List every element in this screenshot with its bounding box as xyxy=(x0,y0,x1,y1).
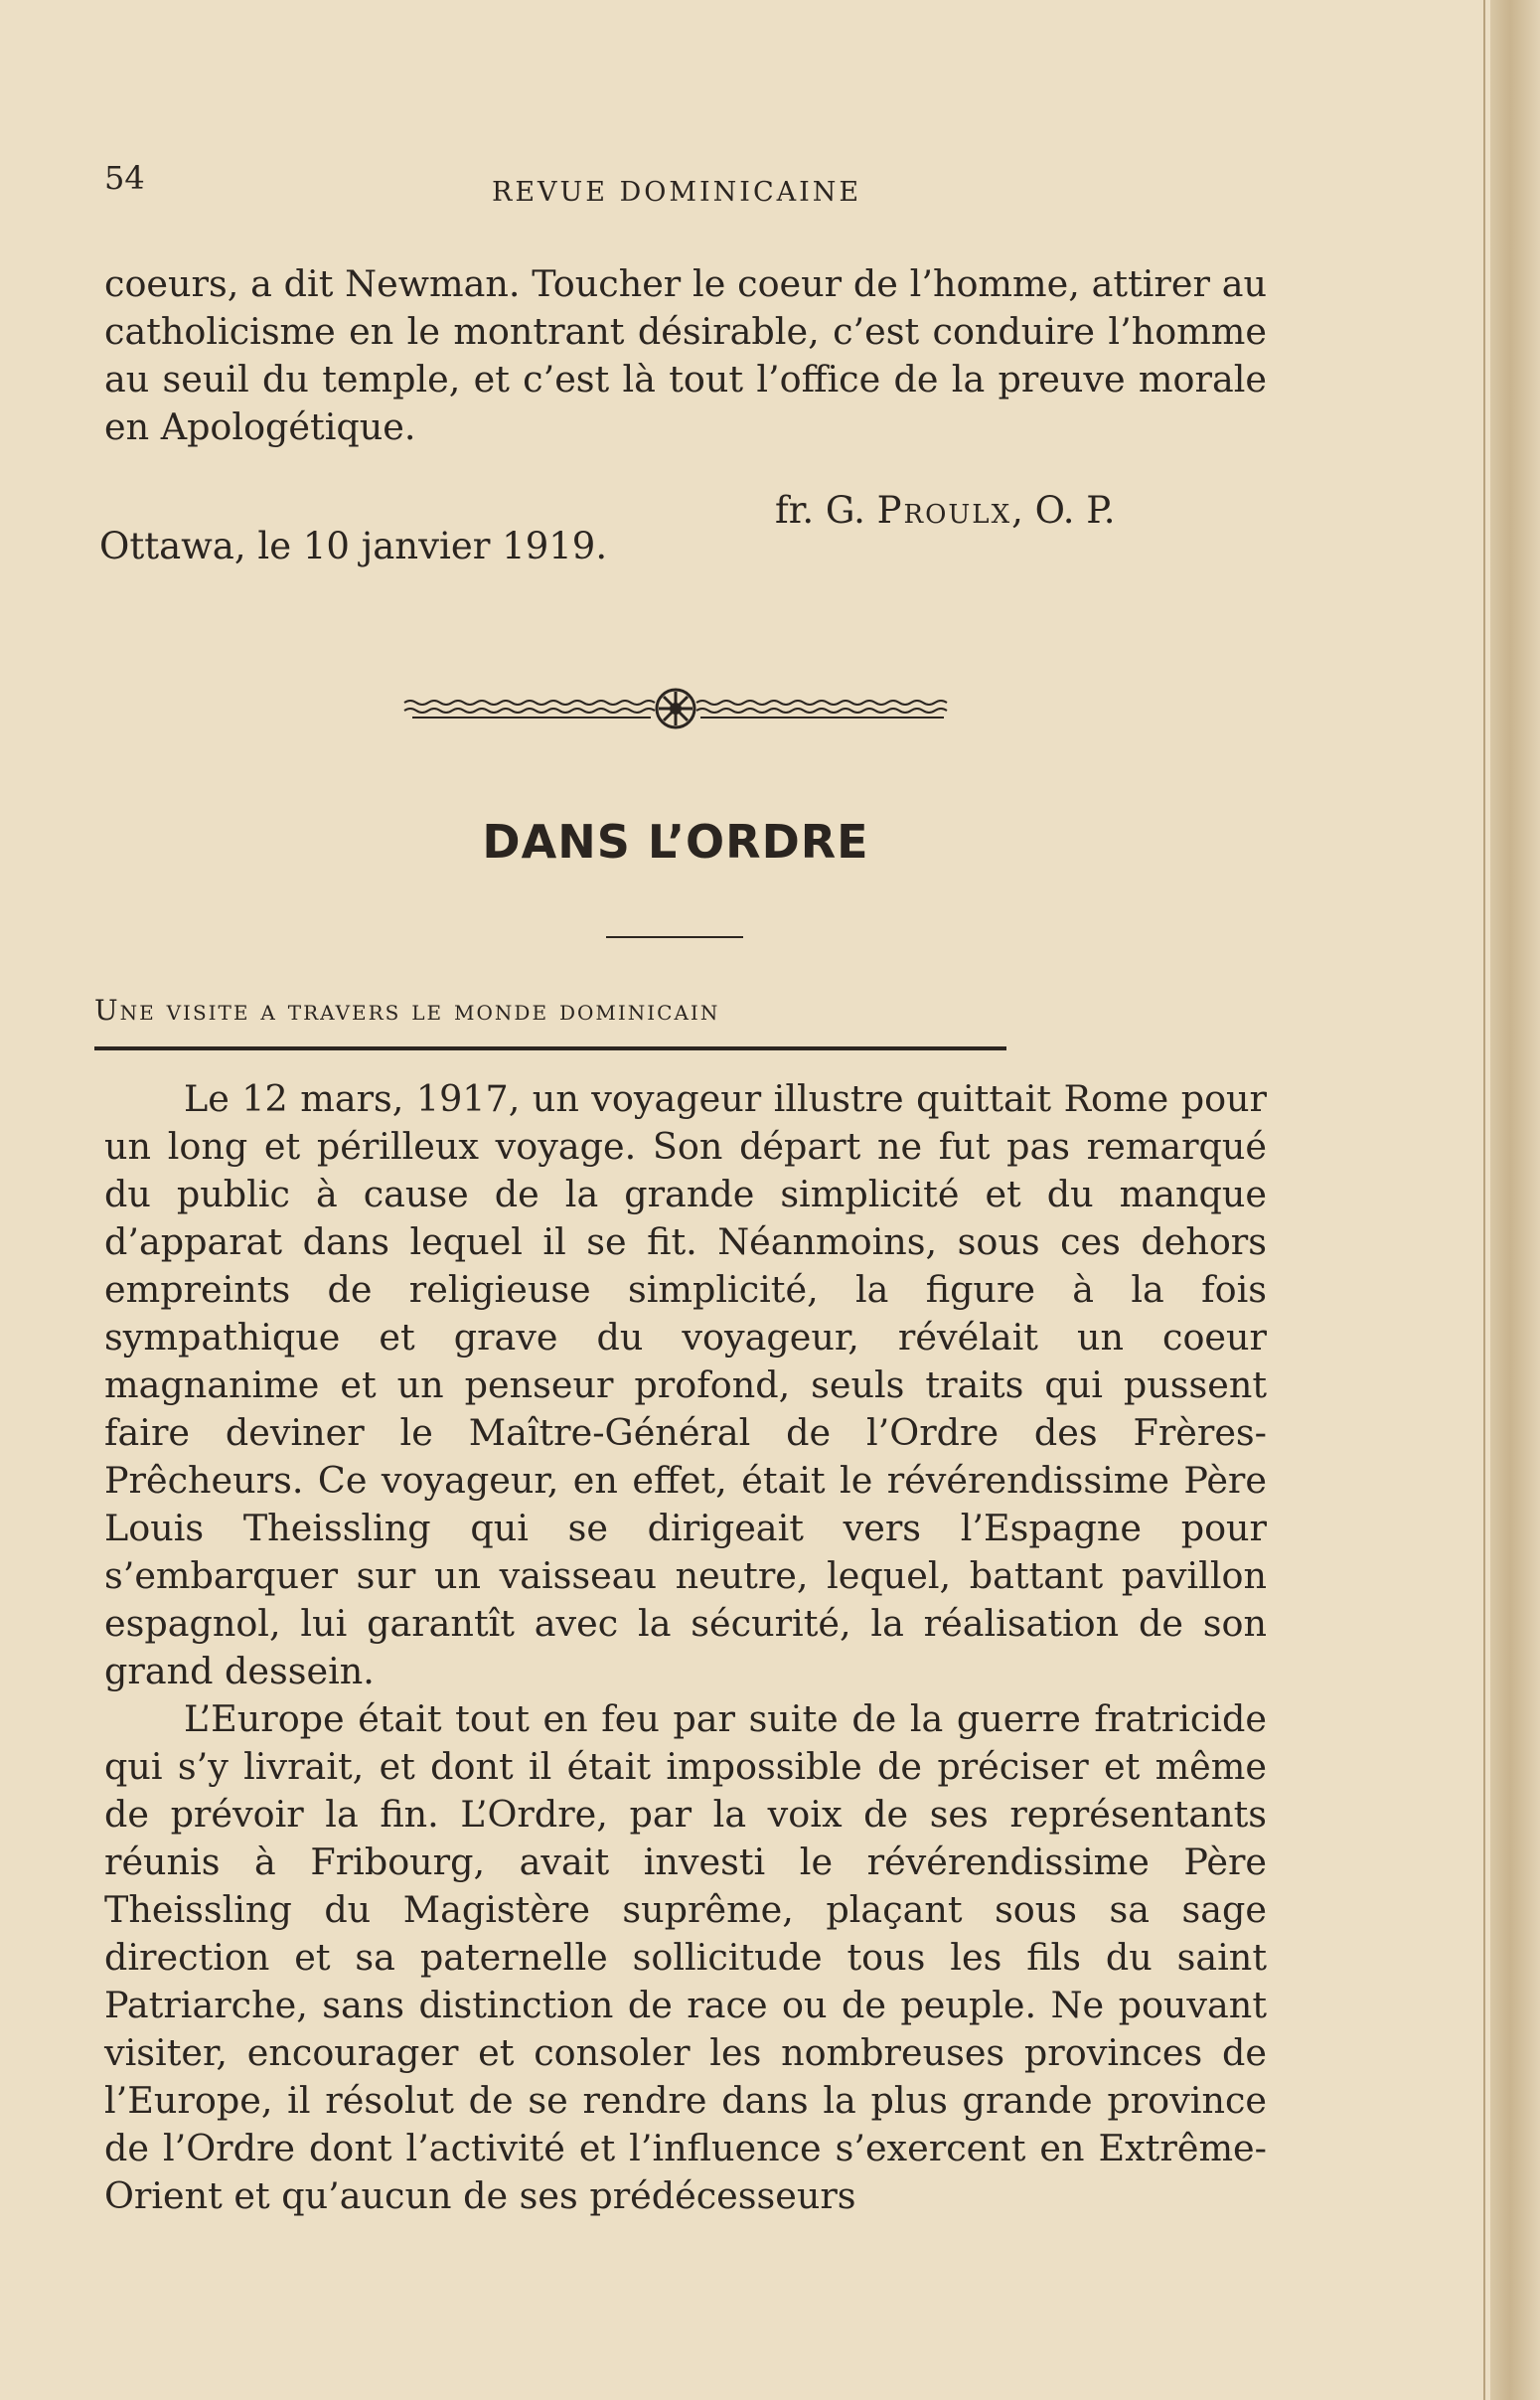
page-header xyxy=(104,159,1267,209)
closing-paragraph xyxy=(104,260,1267,451)
page-edge-line xyxy=(1483,0,1485,2400)
closing-paragraph-text: coeurs, a dit Newman. Toucher le coeur de l’homme, attirer au catholicisme en le montrant désirable, c’est conduire l’homme au seuil du temple, et c’est là tout l’office de la preuve morale en Apologétique. xyxy=(104,262,1267,448)
author-signature xyxy=(775,489,1115,532)
page-edge xyxy=(1490,0,1540,2400)
signature-prefix: fr. G. xyxy=(775,489,877,532)
page-number: 54 xyxy=(104,159,145,197)
ornamental-divider-icon xyxy=(402,686,949,731)
signature-suffix: , O. P. xyxy=(1011,489,1116,532)
article-body xyxy=(104,1075,1267,2220)
body-paragraph-1: Le 12 mars, 1917, un voyageur illustre quittait Rome pour un long et périlleux voyage. Son départ ne fut pas remarqué du public à cause de la grande simplicité et du manque d’apparat dans lequel il se fit. Néanmoins, sous ces dehors empreints de religieuse simplicité, la figure à la fois sympathique et grave du voyageur, révélait un coeur magnanime et un penseur profond, seuls traits qui pussent faire deviner le Maître-Général de l’Ordre des Frères-Prêcheurs. Ce voyageur, en effet, était le révérendissime Père Louis Theissling qui se dirigeait vers l’Espagne pour s’embarquer sur un vaisseau neutre, lequel, battant pavillon espagnol, lui garantît avec la sécurité, la réalisation de son grand dessein. xyxy=(104,1077,1267,1692)
signature-name: Proulx xyxy=(876,489,1012,532)
dateline: Ottawa, le 10 janvier 1919. xyxy=(99,525,608,567)
section-rule xyxy=(606,936,743,938)
section-title: DANS L’ORDRE xyxy=(482,815,869,869)
body-paragraph-2: L’Europe était tout en feu par suite de la guerre fratricide qui s’y livrait, et dont il était impossible de préciser et même de prévoir la fin. L’Ordre, par la voix de ses représentants réunis à Fribourg, avait investi le révérendissime Père Theissling du Magistère suprême, plaçant sous sa sage direction et sa paternelle sollicitude tous les fils du saint Patriarche, sans distinction de race ou de peuple. Ne pouvant visiter, encourager et consoler les nombreuses provinces de l’Europe, il résolut de se rendre dans la plus grande province de l’Ordre dont l’activité et l’influence s’exercent en Extrême-Orient et qu’aucun de ses prédécesseurs xyxy=(104,1697,1267,2217)
subtitle-underline xyxy=(94,1046,1006,1050)
article-subtitle: Une visite a travers le monde dominicain xyxy=(94,994,720,1027)
running-title: REVUE DOMINICAINE xyxy=(492,177,862,208)
